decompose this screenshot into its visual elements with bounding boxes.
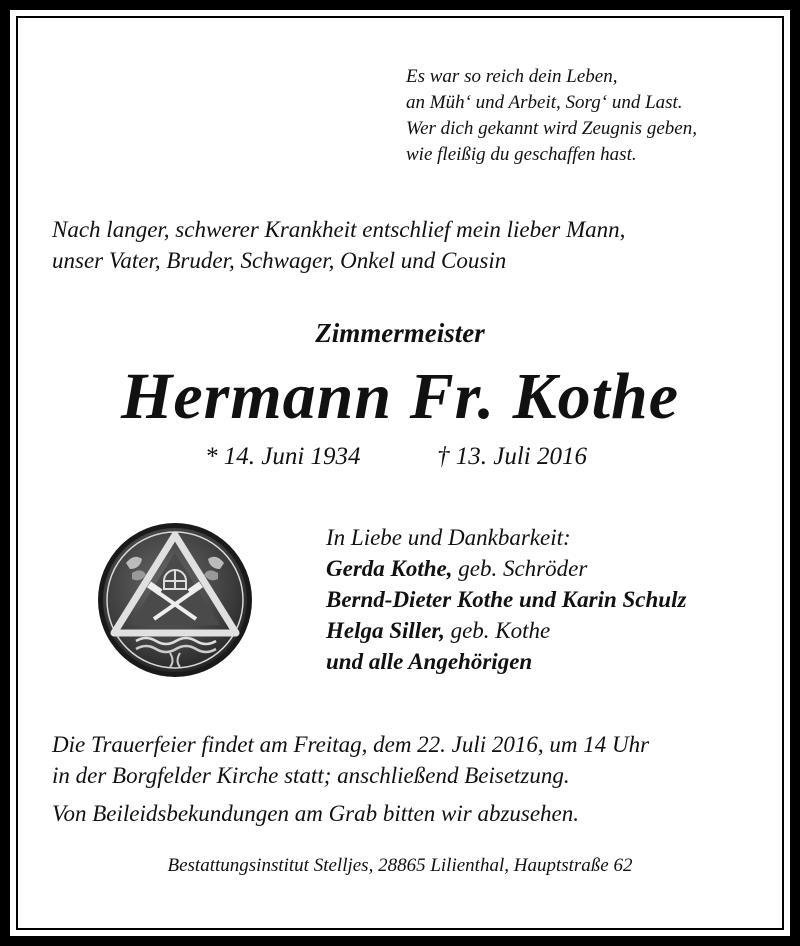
list-item xyxy=(326,646,686,677)
mourner-name: und alle Angehörigen xyxy=(326,649,533,674)
list-item xyxy=(326,615,686,646)
undertaker-info: Bestattungsinstitut Stelljes, 28865 Lilienthal, Hauptstraße 62 xyxy=(167,855,633,876)
poem xyxy=(406,64,697,168)
mourner-name: Helga Siller, xyxy=(326,618,445,643)
birth-date: * 14. Juni 1934 xyxy=(205,443,361,470)
poem-line: wie fleißig du geschaffen hast. xyxy=(406,144,637,165)
service-line: in der Borgfelder Kirche statt; anschließend Beisetzung. xyxy=(52,763,570,788)
poem-line: Wer dich gekannt wird Zeugnis geben, xyxy=(406,118,697,139)
poem-line: an Müh‘ und Arbeit, Sorg‘ und Last. xyxy=(406,92,683,113)
profession: Zimmermeister xyxy=(315,318,485,348)
mourners-list xyxy=(326,522,686,677)
intro-line: Nach langer, schwerer Krankheit entschlief mein lieber Mann, xyxy=(52,217,626,242)
list-item xyxy=(326,584,686,615)
service-line: Die Trauerfeier findet am Freitag, dem 22. Juli 2016, um 14 Uhr xyxy=(52,732,650,757)
deceased-name: Hermann Fr. Kothe xyxy=(121,360,679,433)
mourner-name: Bernd-Dieter Kothe und Karin Schulz xyxy=(326,587,687,612)
mourner-note: geb. Kothe xyxy=(450,618,551,643)
intro-text xyxy=(52,214,748,276)
poem-line: Es war so reich dein Leben, xyxy=(406,66,618,87)
condolence-note: Von Beileidsbekundungen am Grab bitten wir abzusehen. xyxy=(52,801,580,826)
mourner-note: geb. Schröder xyxy=(458,556,588,581)
death-date: † 13. Juli 2016 xyxy=(437,443,587,470)
carpenters-guild-emblem-icon xyxy=(96,521,254,679)
mourners-heading: In Liebe und Dankbarkeit: xyxy=(326,525,571,550)
list-item xyxy=(326,553,686,584)
mourner-name: Gerda Kothe, xyxy=(326,556,453,581)
funeral-service-text xyxy=(52,729,649,791)
intro-line: unser Vater, Bruder, Schwager, Onkel und Cousin xyxy=(52,248,507,273)
